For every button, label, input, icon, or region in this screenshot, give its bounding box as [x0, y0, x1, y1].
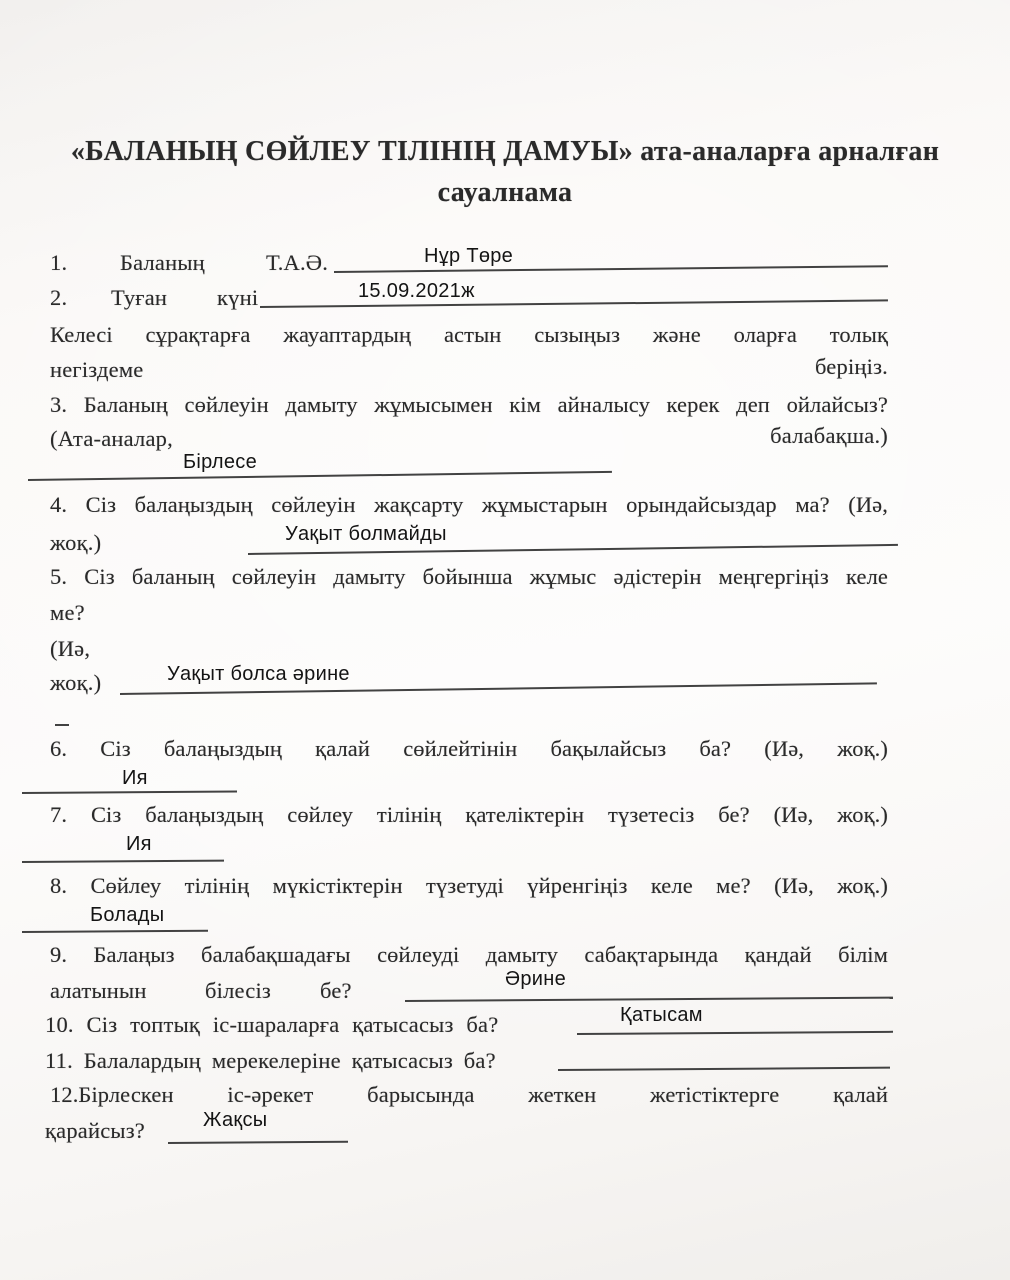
- q8-answer-line: [22, 930, 208, 933]
- q3-option-left: (Ата-аналар,: [50, 426, 173, 451]
- q2-answer: 15.09.2021ж: [358, 280, 475, 302]
- q11-answer-line: [558, 1067, 890, 1071]
- q7-answer: Ия: [126, 833, 152, 855]
- q9-answer: Әрине: [505, 968, 567, 990]
- document-title-line2: сауалнама: [437, 177, 573, 208]
- q2-answer-line: [260, 299, 888, 308]
- q12-label-left: қарайсыз?: [45, 1118, 145, 1143]
- document-title: [30, 131, 980, 213]
- q1-answer: Нұр Төре: [424, 245, 514, 267]
- q8-answer: Болады: [90, 904, 165, 926]
- q4-option-left: жоқ.): [50, 530, 102, 555]
- q11-question: 11. Балалардың мерекелеріне қатысасыз ба?: [45, 1048, 496, 1073]
- q1-answer-line: [334, 265, 888, 273]
- document-title-line1: «БАЛАНЫҢ СӨЙЛЕУ ТІЛІНІҢ ДАМУЫ» ата-аналарға арналған: [70, 136, 940, 167]
- q2-number: 2.: [50, 285, 68, 310]
- q12-question: 12.Бірлескен іс-әрекет барысында жеткен жетістіктерге қалай: [50, 1082, 888, 1107]
- q9-word-2: білесіз: [205, 978, 271, 1003]
- q10-answer-line: [577, 1031, 893, 1035]
- q7-answer-line: [22, 860, 224, 863]
- stray-dash-mark: [55, 724, 69, 726]
- q1-number: 1.: [50, 250, 68, 275]
- q5-option-yes: (Иә,: [50, 636, 91, 661]
- q1-label-child: Баланың: [120, 250, 205, 275]
- q5-answer: Уақыт болса әрине: [167, 663, 350, 685]
- q12-answer-line: [168, 1141, 348, 1144]
- q8-question: 8. Сөйлеу тілінің мүкістіктерін түзетуді үйренгіңіз келе ме? (Иә, жоқ.): [50, 873, 888, 898]
- q9-word-3: бе?: [320, 978, 352, 1003]
- q7-question: 7. Сіз балаңыздың сөйлеу тілінің қателіктерін түзетесіз бе? (Иә, жоқ.): [50, 802, 888, 827]
- q3-option-right: балабақша.): [770, 423, 888, 448]
- q4-question: 4. Сіз балаңыздың сөйлеуін жақсарту жұмыстарын орындайсыздар ма? (Иә,: [50, 492, 888, 517]
- q10-answer: Қатысам: [620, 1004, 703, 1026]
- q4-answer-line: [248, 544, 898, 555]
- q12-answer: Жақсы: [203, 1109, 268, 1131]
- q10-question: 10. Сіз топтық іс-шараларға қатысасыз ба?: [45, 1012, 499, 1037]
- q4-answer: Уақыт болмайды: [285, 523, 447, 545]
- q5-question: 5. Сіз баланың сөйлеуін дамыту бойынша жұмыс әдістерін меңгергіңіз келе: [50, 564, 888, 589]
- intro-line2-right: беріңіз.: [814, 354, 888, 379]
- q6-question: 6. Сіз балаңыздың қалай сөйлейтінін бақылайсыз ба? (Иә, жоқ.): [50, 736, 888, 761]
- q3-question: 3. Баланың сөйлеуін дамыту жұмысымен кім айналысу керек деп ойлайсыз?: [50, 392, 888, 417]
- q9-answer-line: [405, 997, 893, 1002]
- q6-answer-line: [22, 790, 237, 794]
- q9-question: 9. Балаңыз балабақшадағы сөйлеуді дамыту сабақтарында қандай білім: [50, 942, 888, 967]
- q1-label-fullname: Т.А.Ә.: [266, 250, 329, 275]
- q3-answer: Бірлесе: [183, 451, 258, 473]
- q5-question-line2: ме?: [50, 600, 85, 625]
- intro-line1: Келесі сұрақтарға жауаптардың астын сызыңыз және оларға толық: [50, 322, 888, 347]
- q2-label-birth: Туған: [111, 285, 168, 310]
- q3-answer-line: [28, 471, 612, 481]
- q6-answer: Ия: [122, 767, 148, 789]
- intro-line2-left: негіздеме: [50, 357, 144, 382]
- q5-option-no: жоқ.): [50, 670, 102, 695]
- q9-word-1: алатынын: [50, 978, 147, 1003]
- q2-label-date: күні: [217, 285, 259, 310]
